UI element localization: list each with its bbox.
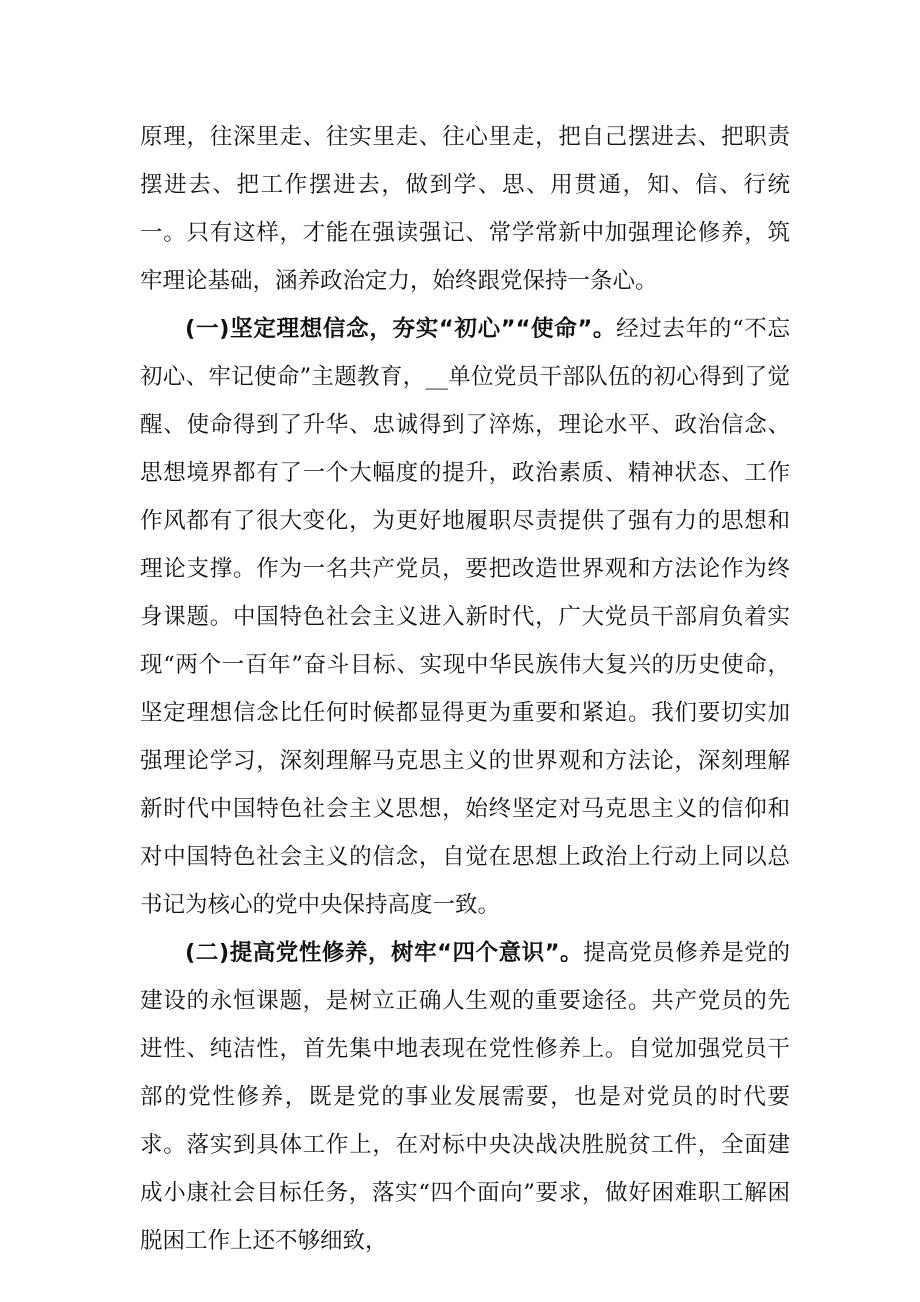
paragraph-1 — [140, 113, 790, 305]
section-heading-2: (二)提高党性修养，树牢“四个意识”。 — [185, 940, 584, 966]
section-heading-1: (一)坚定理想信念，夯实“初心”“使命”。 — [185, 316, 617, 342]
paragraph-1-body: 原理，往深里走、往实里走、往心里走，把自己摆进去、把职责摆进去、把工作摆进去，做到学、思、用贯通，知、信、行统一。只有这样，才能在强读强记、常学常新中加强理论修养，筑牢理论基础，涵养政治定力，始终跟党保持一条心。 — [140, 124, 790, 294]
paragraph-2 — [140, 305, 790, 929]
paragraph-2-body: 经过去年的“不忘初心、牢记使命”主题教育，__单位党员干部队伍的初心得到了觉醒、使命得到了升华、忠诚得到了淬炼，理论水平、政治信念、思想境界都有了一个大幅度的提升，政治素质、精神状态、工作作风都有了很大变化，为更好地履职尽责提供了强有力的思想和理论支撑。作为一名共产党员，要把改造世界观和方法论作为终身课题。中国特色社会主义进入新时代，广大党员干部肩负着实现“两个一百年”奋斗目标、实现中华民族伟大复兴的历史使命，坚定理想信念比任何时候都显得更为重要和紧迫。我们要切实加强理论学习，深刻理解马克思主义的世界观和方法论，深刻理解新时代中国特色社会主义思想，始终坚定对马克思主义的信仰和对中国特色社会主义的信念，自觉在思想上政治上行动上同以总书记为核心的党中央保持高度一致。 — [140, 316, 790, 918]
paragraph-3-body: 提高党员修养是党的建设的永恒课题，是树立正确人生观的重要途径。共产党员的先进性、纯洁性，首先集中地表现在党性修养上。自觉加强党员干部的党性修养，既是党的事业发展需要，也是对党员的时代要求。落实到具体工作上，在对标中央决战决胜脱贫工件，全面建成小康社会目标任务，落实“四个面向”要求，做好困难职工解困脱困工作上还不够细致， — [140, 940, 790, 1254]
document-page — [140, 113, 790, 1265]
paragraph-3 — [140, 929, 790, 1265]
